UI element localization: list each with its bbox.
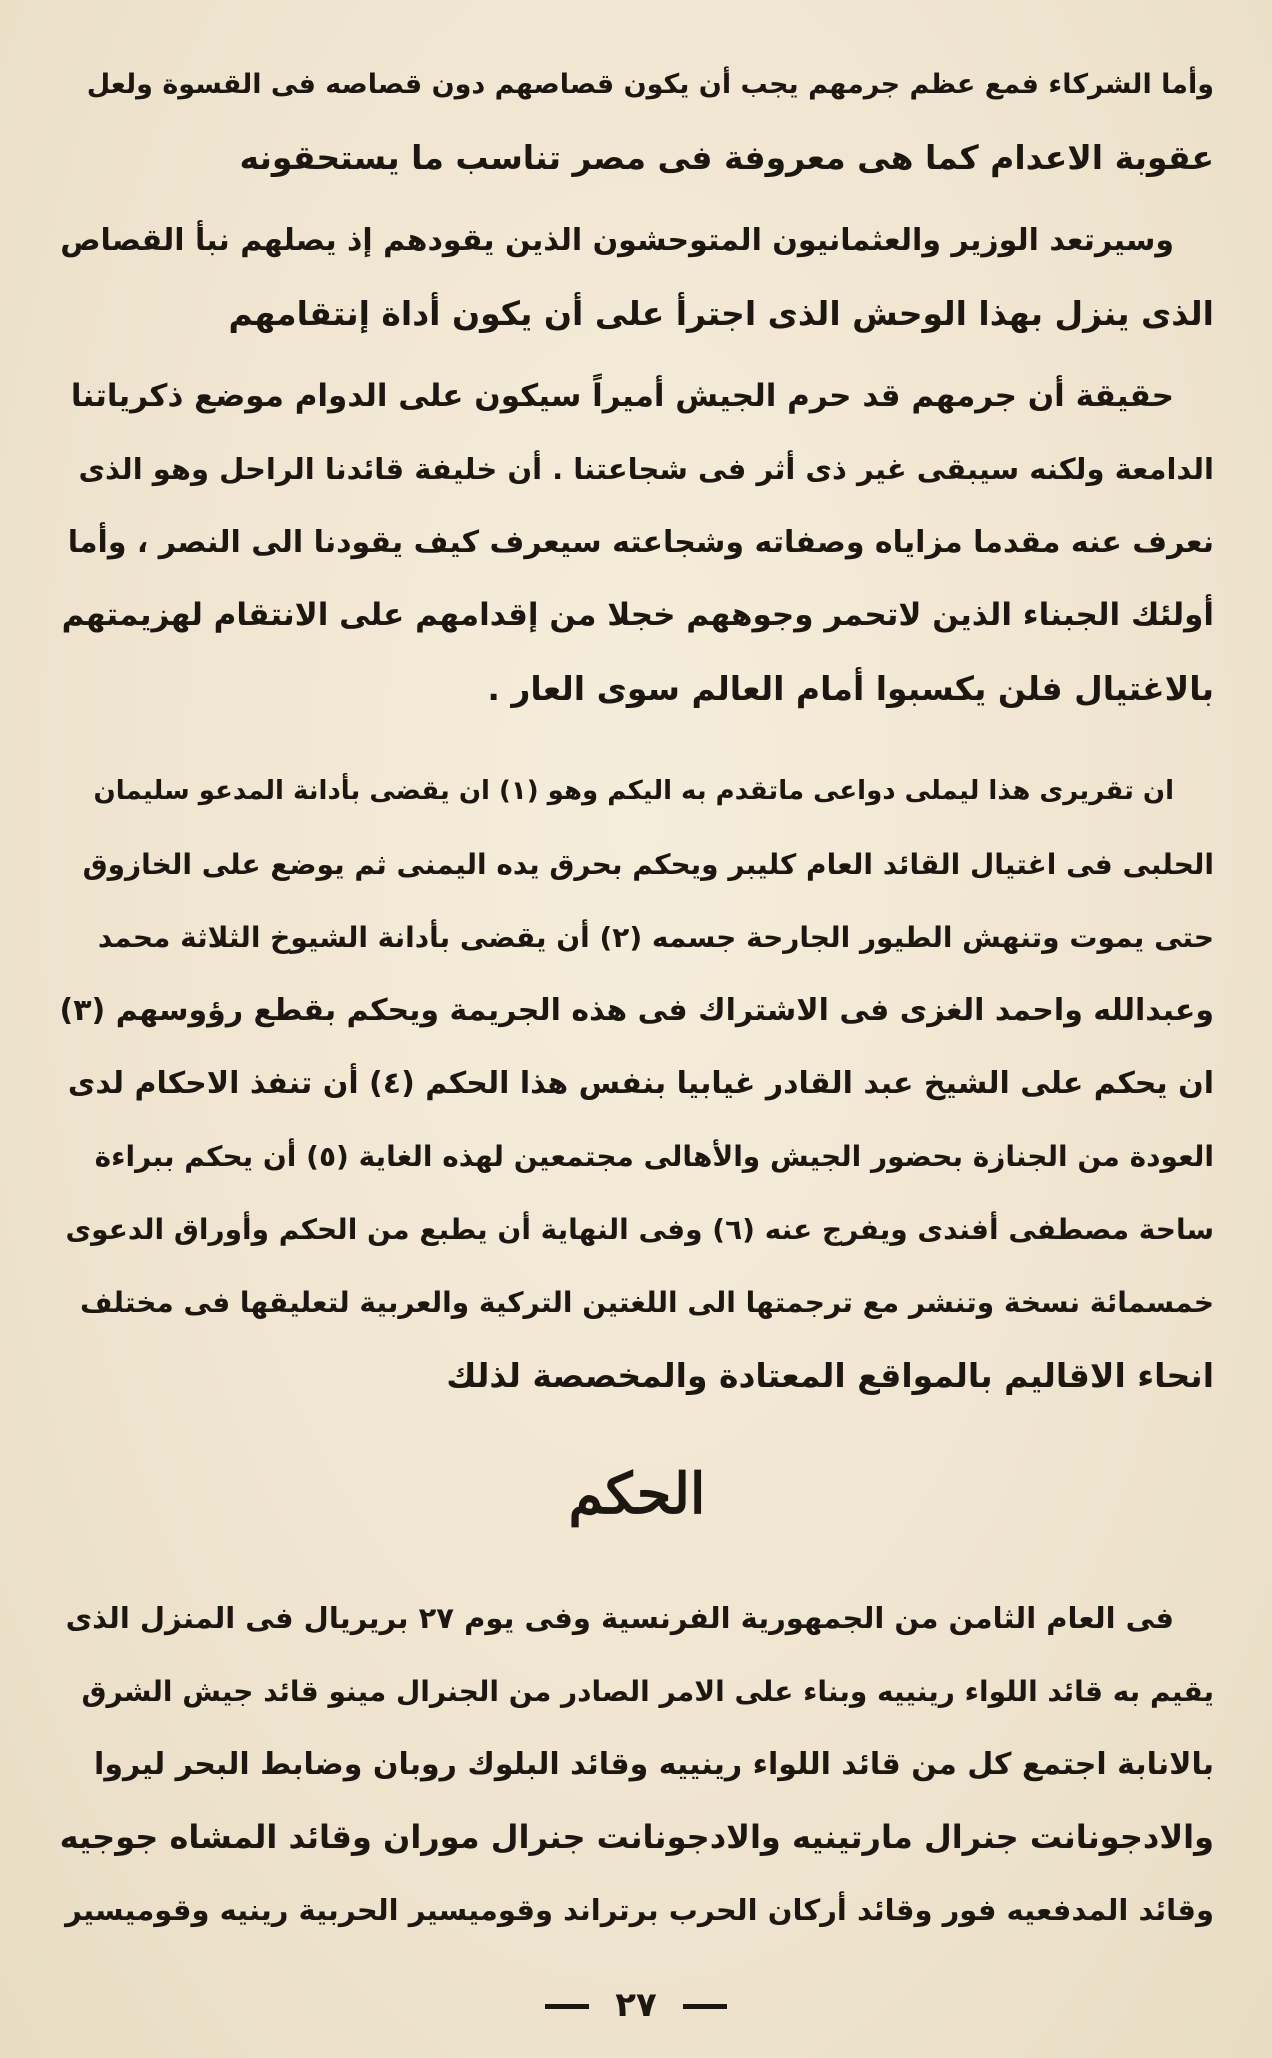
text-line: خمسمائة نسخة وتنشر مع ترجمتها الى اللغتين التركية والعربية لتعليقها فى مختلف	[80, 1286, 1214, 1319]
text-line: وقائد المدفعيه فور وقائد أركان الحرب برتراند وقوميسير الحربية رينيه وقوميسير	[65, 1893, 1214, 1927]
text-line: حتى يموت وتنهش الطيور الجارحة جسمه (٢) أن يقضى بأدانة الشيوخ الثلاثة محمد	[97, 921, 1214, 954]
footer-dash-left	[545, 2004, 589, 2009]
text-line: الحلبى فى اغتيال القائد العام كليبر ويحكم بحرق يده اليمنى ثم يوضع على الخازوق	[82, 848, 1214, 881]
paragraph-4	[60, 755, 1214, 1412]
text-line: ان يحكم على الشيخ عبد القادر غيابيا بنفس هذا الحكم (٤) أن تنفذ الاحكام لدى	[67, 1066, 1214, 1101]
text-line: يقيم به قائد اللواء رينييه وبناء على الامر الصادر من الجنرال مينو قائد جيش الشرق	[81, 1675, 1214, 1708]
text-line: أولئك الجبناء الذين لاتحمر وجوههم خجلا من إقدامهم على الانتقام لهزيمتهم	[61, 597, 1214, 633]
text-line: الدامعة ولكنه سيبقى غير ذى أثر فى شجاعتنا . أن خليفة قائدنا الراحل وهو الذى	[78, 452, 1214, 486]
text-line: وعبدالله واحمد الغزى فى الاشتراك فى هذه الجريمة ويحكم بقطع رؤوسهم (٣)	[60, 993, 1214, 1028]
text-line: الذى ينزل بهذا الوحش الذى اجترأ على أن يكون أداة إنتقامهم	[228, 294, 1214, 333]
text-line: ساحة مصطفى أفندى ويفرج عنه (٦) وفى النهاية أن يطبع من الحكم وأوراق الدعوى	[65, 1213, 1214, 1246]
paragraph-3	[60, 360, 1214, 725]
paragraph-2	[60, 204, 1214, 350]
text-line: عقوبة الاعدام كما هى معروفة فى مصر تناسب ما يستحقونه	[239, 138, 1214, 177]
text-line: وسيرتعد الوزير والعثمانيون المتوحشون الذين يقودهم إذ يصلهم نبأ القصاص	[60, 223, 1174, 258]
text-line: العودة من الجنازة بحضور الجيش والأهالى مجتمعين لهذه الغاية (٥) أن يحكم ببراءة	[94, 1140, 1214, 1173]
footer-dash-right	[683, 2004, 727, 2009]
text-line: وأما الشركاء فمع عظم جرمهم يجب أن يكون قصاصهم دون قصاصه فى القسوة ولعل	[86, 69, 1214, 100]
text-line: بالانابة اجتمع كل من قائد اللواء رينييه وقائد البلوك روبان وضابط البحر ليروا	[94, 1747, 1214, 1782]
text-line: نعرف عنه مقدما مزاياه وصفاته وشجاعته سيعرف كيف يقودنا الى النصر ، وأما	[67, 525, 1214, 560]
text-line: انحاء الاقاليم بالمواقع المعتادة والمخصصة لذلك	[446, 1356, 1214, 1395]
page-footer	[0, 1985, 1272, 2025]
text-line: بالاغتيال فلن يكسبوا أمام العالم سوى العار .	[487, 669, 1214, 708]
text-line: حقيقة أن جرمهم قد حرم الجيش أميراً سيكون على الدوام موضع ذكرياتنا	[70, 378, 1174, 414]
page-number: ٢٧	[615, 1985, 657, 2025]
paragraph-verdict	[60, 1582, 1214, 1947]
text-line: ان تقريرى هذا ليملى دواعى ماتقدم به اليكم وهو (١) ان يقضى بأدانة المدعو سليمان	[93, 776, 1174, 806]
text-line: فى العام الثامن من الجمهورية الفرنسية وفى يوم ٢٧ بريريال فى المنزل الذى	[65, 1601, 1174, 1635]
section-heading: الحكم	[568, 1461, 706, 1527]
text-line: والادجونانت جنرال مارتينيه والادجونانت جنرال موران وقائد المشاه جوجيه	[60, 1818, 1214, 1856]
paragraph-1	[60, 48, 1214, 194]
